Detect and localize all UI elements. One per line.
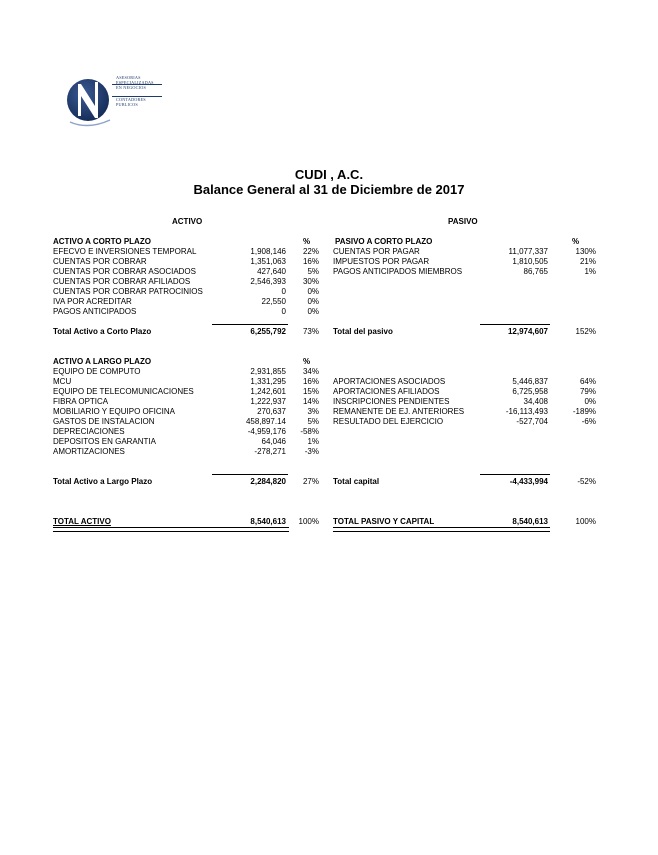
row-label: FIBRA OPTICA: [53, 397, 109, 406]
capital-total-value: -4,433,994: [509, 477, 548, 486]
row-value: 2,931,855: [250, 367, 286, 376]
activo-corto-total-value: 6,255,792: [250, 327, 286, 336]
total-pasivo-capital-pct: 100%: [575, 517, 596, 526]
row-value: -278,271: [254, 447, 286, 456]
row-label: INSCRIPCIONES PENDIENTES: [333, 397, 450, 406]
row-value: 0: [281, 307, 286, 316]
logo-line: ESPECIALIZADAS: [116, 80, 154, 85]
row-value: 34,408: [523, 397, 548, 406]
row-value: 1,351,063: [250, 257, 286, 266]
activo-corto-total-pct: 73%: [302, 327, 319, 336]
row-pct: 14%: [302, 397, 319, 406]
activo-largo-total-pct: 27%: [302, 477, 319, 486]
subtotal-rule: [212, 474, 288, 475]
capital-total-pct: -52%: [577, 477, 596, 486]
row-pct: 34%: [302, 367, 319, 376]
logo-emblem-icon: [66, 72, 114, 130]
total-pasivo-capital-value: 8,540,613: [512, 517, 548, 526]
row-pct: 1%: [307, 437, 319, 446]
row-pct: 130%: [575, 247, 596, 256]
logo-line: ASESORIAS: [116, 75, 141, 80]
activo-largo-total-value: 2,284,820: [250, 477, 286, 486]
row-pct: 0%: [307, 287, 319, 296]
row-value: 1,242,601: [250, 387, 286, 396]
logo-line: PUBLICOS: [116, 102, 138, 107]
row-label: PAGOS ANTICIPADOS MIEMBROS: [333, 267, 463, 276]
row-value: -16,113,493: [505, 407, 548, 416]
pasivo-corto-heading: PASIVO A CORTO PLAZO: [335, 237, 433, 246]
pasivo-heading: PASIVO: [448, 217, 478, 226]
row-value: 22,550: [261, 297, 286, 306]
row-pct: 3%: [307, 407, 319, 416]
row-label: PAGOS ANTICIPADOS: [53, 307, 137, 316]
row-label: DEPRECIACIONES: [53, 427, 125, 436]
company-logo: [66, 72, 166, 132]
row-pct: 5%: [307, 417, 319, 426]
row-pct: 0%: [584, 397, 596, 406]
row-label: CUENTAS POR PAGAR: [333, 247, 420, 256]
row-value: 64,046: [261, 437, 286, 446]
activo-largo-total-label: Total Activo a Largo Plazo: [53, 477, 153, 486]
row-label: EQUIPO DE COMPUTO: [53, 367, 141, 376]
activo-corto-pct-header: %: [303, 237, 311, 246]
row-value: 86,765: [523, 267, 548, 276]
row-label: MCU: [53, 377, 72, 386]
row-pct: -6%: [581, 417, 596, 426]
logo-line: EN NEGOCIOS: [116, 85, 146, 90]
row-pct: 1%: [584, 267, 596, 276]
total-pasivo-capital-label: TOTAL PASIVO Y CAPITAL: [333, 517, 435, 526]
row-pct: -189%: [572, 407, 596, 416]
activo-corto-total-label: Total Activo a Corto Plazo: [53, 327, 152, 336]
row-value: 5,446,837: [512, 377, 548, 386]
row-pct: 30%: [302, 277, 319, 286]
row-label: EQUIPO DE TELECOMUNICACIONES: [53, 387, 194, 396]
row-pct: 21%: [579, 257, 596, 266]
row-label: AMORTIZACIONES: [53, 447, 125, 456]
row-label: IVA POR ACREDITAR: [53, 297, 132, 306]
row-pct: 64%: [579, 377, 596, 386]
activo-largo-pct-header: %: [303, 357, 311, 366]
row-label: CUENTAS POR COBRAR ASOCIADOS: [53, 267, 196, 276]
row-label: APORTACIONES AFILIADOS: [333, 387, 440, 396]
row-pct: 16%: [302, 377, 319, 386]
row-pct: -3%: [304, 447, 319, 456]
total-activo-label: TOTAL ACTIVO: [53, 517, 111, 526]
row-label: CUENTAS POR COBRAR PATROCINIOS: [53, 287, 203, 296]
row-pct: 22%: [302, 247, 319, 256]
row-label: CUENTAS POR COBRAR: [53, 257, 147, 266]
pasivo-total-value: 12,974,607: [507, 327, 548, 336]
row-value: 1,810,505: [512, 257, 548, 266]
row-value: 458,897.14: [245, 417, 286, 426]
total-activo-pct: 100%: [298, 517, 319, 526]
row-label: MOBILIARIO Y EQUIPO OFICINA: [53, 407, 175, 416]
logo-line: CONTADORES: [116, 97, 146, 102]
subtotal-rule: [480, 474, 550, 475]
grand-total-rule: [53, 527, 289, 532]
subtotal-rule: [480, 324, 550, 325]
row-pct: -58%: [300, 427, 319, 436]
activo-heading: ACTIVO: [172, 217, 203, 226]
row-pct: 15%: [302, 387, 319, 396]
row-value: 270,637: [257, 407, 286, 416]
row-value: 11,077,337: [508, 247, 548, 256]
row-pct: 0%: [307, 307, 319, 316]
row-label: DEPOSITOS EN GARANTIA: [53, 437, 156, 446]
row-value: 1,331,295: [250, 377, 286, 386]
subtotal-rule: [212, 324, 288, 325]
row-label: APORTACIONES ASOCIADOS: [333, 377, 446, 386]
row-label: IMPUESTOS POR PAGAR: [333, 257, 430, 266]
report-title: Balance General al 31 de Diciembre de 2017: [193, 182, 465, 197]
pasivo-total-pct: 152%: [575, 327, 596, 336]
row-value: 2,546,393: [250, 277, 286, 286]
row-value: 1,222,937: [250, 397, 286, 406]
pasivo-total-label: Total del pasivo: [333, 327, 393, 336]
activo-corto-heading: ACTIVO A CORTO PLAZO: [53, 237, 151, 246]
row-pct: 79%: [579, 387, 596, 396]
row-label: GASTOS DE INSTALACION: [53, 417, 155, 426]
grand-total-rule: [333, 527, 550, 532]
row-label: EFECVO E INVERSIONES TEMPORAL: [53, 247, 197, 256]
row-value: 0: [281, 287, 286, 296]
row-value: 1,908,146: [250, 247, 286, 256]
row-label: REMANENTE DE EJ. ANTERIORES: [333, 407, 465, 416]
total-activo-value: 8,540,613: [250, 517, 286, 526]
row-value: 427,640: [257, 267, 286, 276]
activo-largo-heading: ACTIVO A LARGO PLAZO: [53, 357, 152, 366]
row-pct: 5%: [307, 267, 319, 276]
row-value: -527,704: [516, 417, 548, 426]
row-value: 6,725,958: [512, 387, 548, 396]
row-pct: 0%: [307, 297, 319, 306]
capital-total-label: Total capital: [333, 477, 380, 486]
row-label: RESULTADO DEL EJERCICIO: [333, 417, 444, 426]
row-label: CUENTAS POR COBRAR AFILIADOS: [53, 277, 191, 286]
company-name: CUDI , A.C.: [294, 167, 364, 182]
pasivo-corto-pct-header: %: [572, 237, 580, 246]
row-value: -4,959,176: [247, 427, 286, 436]
row-pct: 16%: [302, 257, 319, 266]
